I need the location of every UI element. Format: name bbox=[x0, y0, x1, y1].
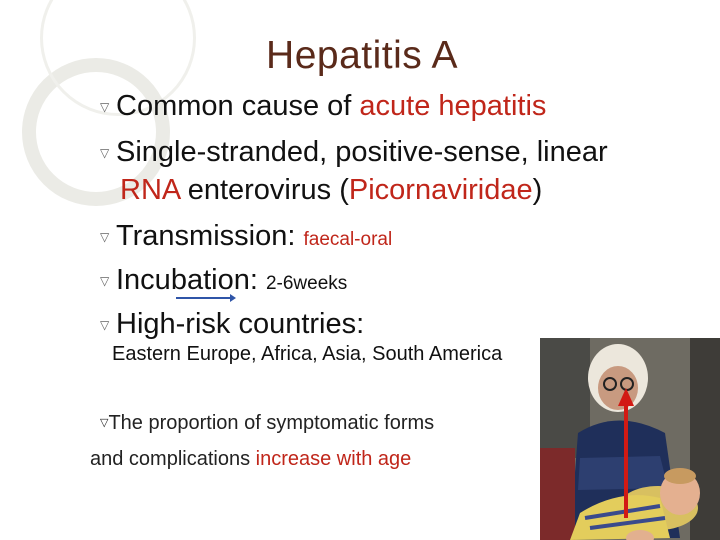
slide-title-text: Hepatitis A bbox=[266, 34, 458, 77]
bullet-virus-type bbox=[100, 136, 608, 169]
bullet-common-cause bbox=[100, 90, 546, 123]
bullet-label: Transmission: bbox=[116, 220, 304, 252]
highlight-increase-with-age: increase with age bbox=[255, 448, 412, 470]
bullet-icon: ▽ bbox=[100, 146, 110, 160]
bullet-text: and complications bbox=[90, 448, 256, 470]
transmission-value: faecal-oral bbox=[303, 229, 393, 250]
bullet-age-note-cont bbox=[90, 448, 411, 471]
bullet-text: Single-stranded, positive-sense, linear bbox=[116, 136, 608, 168]
incubation-value: 2-6weeks bbox=[265, 273, 348, 294]
bullet-text: enterovirus ( bbox=[179, 174, 349, 206]
bullet-icon: ▽ bbox=[100, 274, 110, 288]
bullet-icon: ▽ bbox=[100, 230, 110, 244]
bullet-text: Common cause of bbox=[116, 90, 360, 122]
bullet-text: ) bbox=[532, 174, 543, 206]
bullet-virus-type-cont bbox=[120, 174, 542, 207]
high-risk-regions: Eastern Europe, Africa, Asia, South America bbox=[112, 343, 503, 365]
bullet-icon: ▽ bbox=[100, 417, 109, 429]
highlight-rna: RNA bbox=[120, 174, 180, 206]
bullet-icon: ▽ bbox=[100, 100, 110, 114]
bullet-text: The proportion of symptomatic forms bbox=[108, 412, 435, 434]
bullet-label: Incubation: bbox=[116, 264, 266, 296]
photo-elderly-and-infant bbox=[540, 338, 720, 540]
highlight-picornaviridae: Picornaviridae bbox=[348, 174, 533, 206]
photo-illustration bbox=[540, 338, 720, 540]
bullet-label: High-risk countries: bbox=[116, 308, 365, 340]
bullet-icon: ▽ bbox=[100, 318, 110, 332]
bullet-high-risk bbox=[100, 308, 364, 341]
slide-title bbox=[0, 34, 720, 78]
bullet-transmission bbox=[100, 220, 392, 253]
underline-arrow-icon bbox=[176, 293, 238, 303]
bullet-age-note bbox=[100, 412, 434, 435]
highlight-acute-hepatitis: acute hepatitis bbox=[359, 90, 547, 122]
